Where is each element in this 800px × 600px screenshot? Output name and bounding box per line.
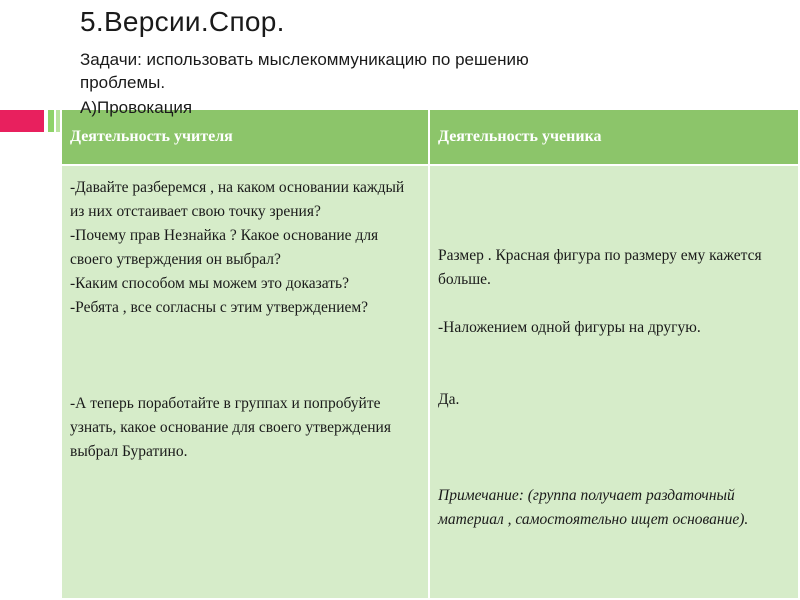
teacher-cell [61, 165, 429, 599]
student-note: Примечание: (группа получает раздаточный материал , самостоятельно ищет основание). [438, 487, 749, 528]
student-answer-1: Размер . Красная фигура по размеру ему кажется больше. [438, 247, 762, 288]
student-answer-3: Да. [438, 391, 460, 408]
teacher-question-2: -Почему прав Незнайка ? Какое основание для своего утверждения он выбрал? [70, 227, 379, 268]
subtitle-line-2: проблемы. [80, 73, 166, 92]
subtitle-line-1: Задачи: использовать мыслекоммуникацию по решению [80, 50, 529, 69]
header-student-activity: Деятельность ученика [429, 109, 799, 165]
teacher-question-4: -Ребята , все согласны с этим утверждением? [70, 299, 369, 316]
teacher-question-3: -Каким способом мы можем это доказать? [70, 275, 349, 292]
subtitle-line-3: А)Провокация [80, 98, 193, 117]
slide-subtitle [80, 48, 700, 94]
teacher-instruction-5: -А теперь поработайте в группах и попробуйте узнать, какое основание для своего утверждения выбрал Буратино. [70, 395, 391, 460]
slide-title: 5.Версии.Спор. [80, 6, 285, 37]
header-teacher-activity: Деятельность учителя [61, 109, 429, 165]
student-cell [429, 165, 799, 599]
accent-bar-pink [0, 110, 44, 132]
teacher-question-1: -Давайте разберемся , на каком основании каждый из них отстаивает свою точку зрения? [70, 179, 405, 220]
accent-bar-green [48, 110, 54, 132]
student-answer-2: -Наложением одной фигуры на другую. [438, 319, 701, 336]
activity-table [60, 108, 800, 600]
table-row [61, 165, 799, 599]
